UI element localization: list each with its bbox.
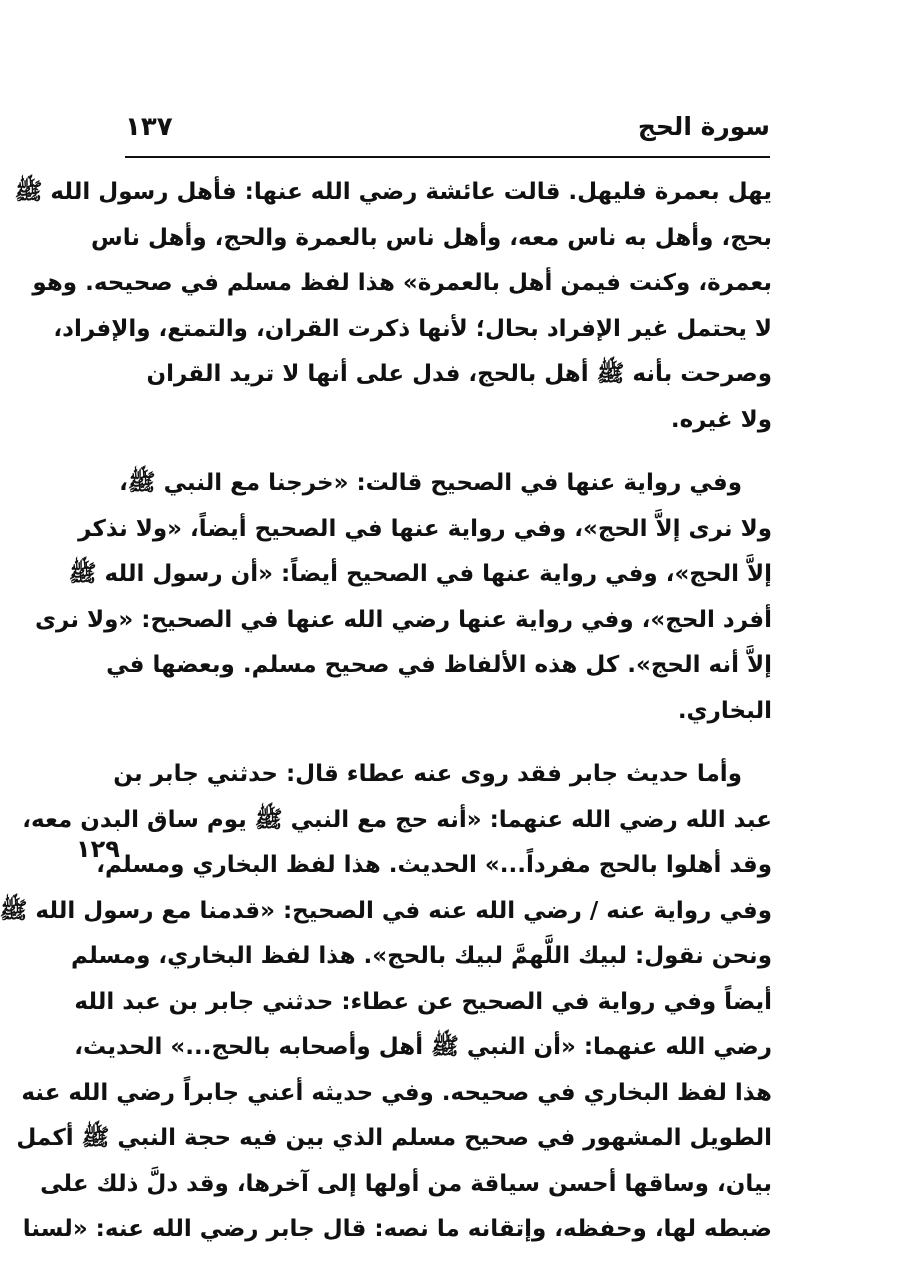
- text-line: وصرحت بأنه ﷺ أهل بالحج، فدل على أنها لا تريد القران: [146, 361, 772, 387]
- text-line: ضبطه لها، وحفظه، وإتقانه ما نصه: قال جابر رضي الله عنه: «لسنا: [22, 1216, 772, 1242]
- text-line: رضي الله عنهما: «أن النبي ﷺ أهل وأصحابه بالحج...» الحديث،: [74, 1034, 772, 1060]
- text-line: وفي رواية عنه / رضي الله عنه في الصحيح: «قدمنا مع رسول الله ﷺ: [0, 897, 772, 924]
- text-line: وفي رواية عنها في الصحيح قالت: «خرجنا مع النبي ﷺ،: [119, 470, 742, 496]
- text-line: بحج، وأهل به ناس معه، وأهل ناس بالعمرة والحج، وأهل ناس: [91, 224, 772, 251]
- text-line: البخاري.: [677, 697, 772, 724]
- page-number: ١٣٧: [125, 112, 173, 142]
- paragraph-2: [34, 461, 772, 734]
- text-line: وأما حديث جابر فقد روى عنه عطاء قال: حدثني جابر بن: [113, 761, 742, 787]
- page-header: [125, 112, 770, 158]
- text-line: أفرد الحج»، وفي رواية عنها رضي الله عنها في الصحيح: «ولا نرى: [34, 606, 772, 633]
- text-line: لا يحتمل غير الإفراد بحال؛ لأنها ذكرت القران، والتمتع، والإفراد،: [53, 315, 772, 342]
- text-line: الطويل المشهور في صحيح مسلم الذي بين فيه حجة النبي ﷺ أكمل: [16, 1125, 772, 1151]
- page-title: سورة الحج: [637, 112, 770, 141]
- text-line: ولا نرى إلاَّ الحج»، وفي رواية عنها في الصحيح أيضاً، «ولا نذكر: [78, 515, 772, 542]
- text-line: بعمرة، وكنت فيمن أهل بالعمرة» هذا لفظ مسلم في صحيحه. وهو: [32, 270, 772, 296]
- text-line: إلاَّ الحج»، وفي رواية عنها في الصحيح أيضاً: «أن رسول الله ﷺ: [68, 561, 772, 587]
- text-line: ونحن نقول: لبيك اللَّهمَّ لبيك بالحج». هذا لفظ البخاري، ومسلم: [71, 943, 772, 969]
- text-line: يهل بعمرة فليهل. قالت عائشة رضي الله عنها: فأهل رسول الله ﷺ: [14, 179, 772, 205]
- text-line: هذا لفظ البخاري في صحيحه. وفي حديثه أعني جابراً رضي الله عنه: [21, 1079, 772, 1106]
- margin-page-reference: ١٢٩: [76, 835, 120, 863]
- text-line: بيان، وساقها أحسن سياقة من أولها إلى آخرها، وقد دلَّ ذلك على: [40, 1170, 772, 1197]
- text-line: إلاَّ أنه الحج». كل هذه الألفاظ في صحيح مسلم. وبعضها في: [106, 652, 772, 678]
- text-line: أيضاً وفي رواية في الصحيح عن عطاء: حدثني جابر بن عبد الله: [74, 988, 772, 1015]
- paragraph-1: [14, 170, 772, 443]
- text-line: عبد الله رضي الله عنهما: «أنه حج مع النبي ﷺ يوم ساق البدن معه،: [22, 806, 772, 833]
- text-line: وقد أهلوا بالحج مفرداً...» الحديث. هذا لفظ البخاري ومسلم،: [96, 852, 772, 878]
- text-line: ولا غيره.: [670, 406, 772, 433]
